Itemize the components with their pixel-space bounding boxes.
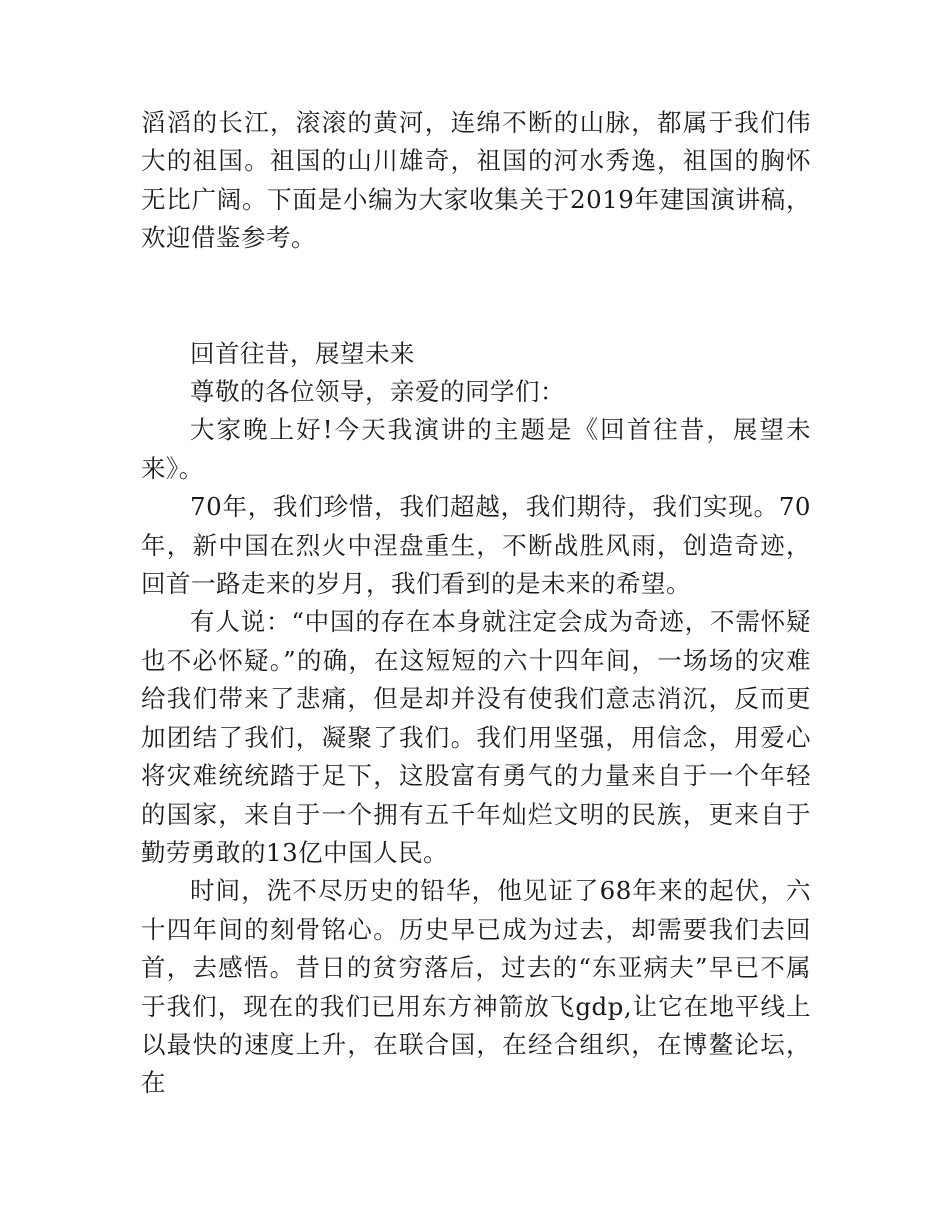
salutation: 尊敬的各位领导，亲爱的同学们： [190, 377, 565, 407]
speech-title: 回首往昔，展望未来 [190, 338, 415, 368]
paragraph-gap [141, 258, 811, 335]
intro-paragraph: 滔滔的长江，滚滚的黄河，连绵不断的山脉，都属于我们伟大的祖国。祖国的山川雄奇，祖国的河水秀逸，祖国的胸怀无比广阔。下面是小编为大家收集关于2019年建国演讲稿，欢迎借鉴参考。 [141, 108, 811, 253]
body-paragraph: 有人说：“中国的存在本身就注定会成为奇迹，不需怀疑也不必怀疑。”的确，在这短短的六十四年间，一场场的灾难给我们带来了悲痛，但是却并没有使我们意志消沉，反而更加团结了我们，凝聚了我们。我们用坚强，用信念，用爱心将灾难统统踏于足下，这股富有勇气的力量来自于一个年轻的国家，来自于一个拥有五千年灿烂文明的民族，更来自于勤劳勇敢的13亿中国人民。 [141, 607, 811, 867]
body-paragraph: 时间，洗不尽历史的铅华，他见证了68年来的起伏，六十四年间的刻骨铭心。历史早已成为过去，却需要我们去回首，去感悟。昔日的贫穷落后，过去的“东亚病夫”早已不属于我们，现在的我们已用东方神箭放飞gdp,让它在地平线上以最快的速度上升，在联合国，在经合组织，在博鳌论坛，在 [141, 876, 811, 1098]
body-paragraph: 70年，我们珍惜，我们超越，我们期待，我们实现。70年，新中国在烈火中涅盘重生，不断战胜风雨，创造奇迹，回首一路走来的岁月，我们看到的是未来的希望。 [141, 492, 811, 599]
document-body [141, 104, 811, 1103]
body-paragraph: 大家晚上好!今天我演讲的主题是《回首往昔，展望未来》。 [141, 415, 811, 483]
